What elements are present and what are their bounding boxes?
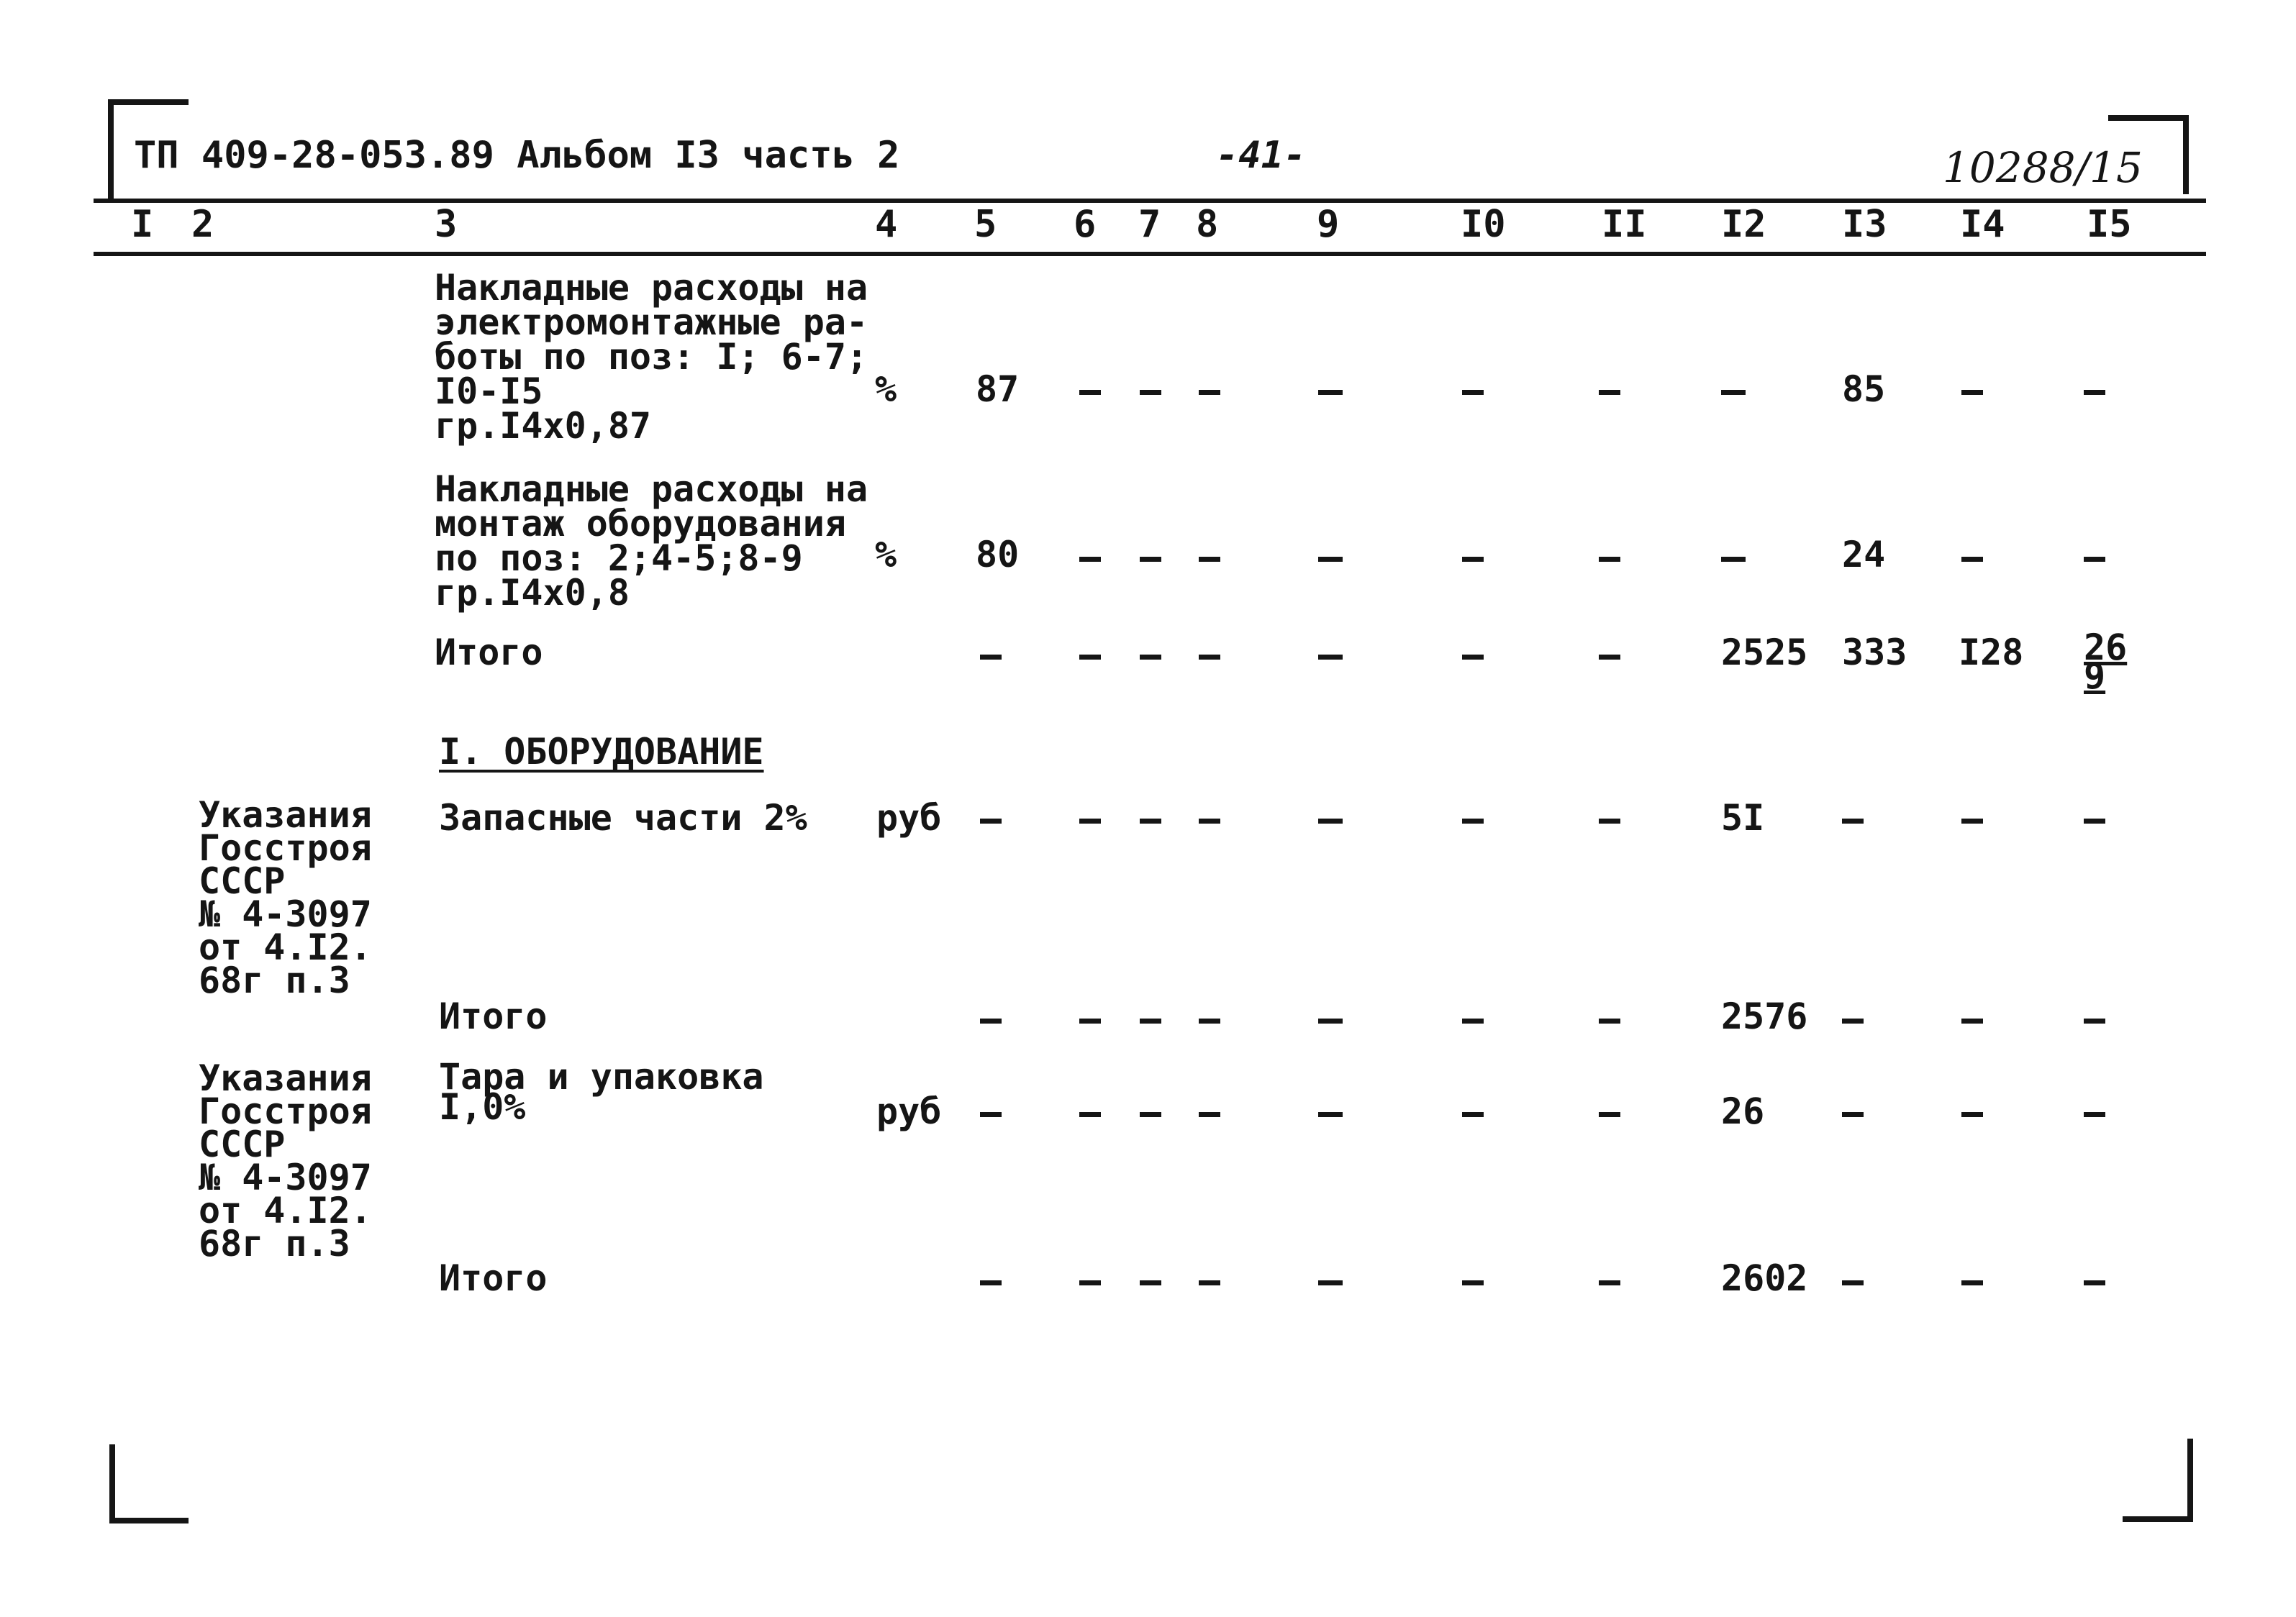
corner-bracket-bottom-right — [2187, 1439, 2193, 1522]
empty-cell-dash — [1462, 390, 1484, 395]
empty-cell-dash — [1599, 655, 1620, 660]
empty-cell-dash — [980, 1280, 1002, 1285]
row-value-col12: 2576 — [1721, 996, 1808, 1037]
empty-cell-dash — [2084, 557, 2105, 562]
empty-cell-dash — [1140, 1280, 1161, 1285]
empty-cell-dash — [1721, 557, 1746, 562]
empty-cell-dash — [1961, 390, 1983, 395]
empty-cell-dash — [980, 655, 1002, 660]
empty-cell-dash — [1462, 557, 1484, 562]
row-unit: % — [875, 534, 897, 575]
column-number: 3 — [435, 203, 458, 246]
empty-cell-dash — [1079, 557, 1101, 562]
empty-cell-dash — [1961, 557, 1983, 562]
empty-cell-dash — [1140, 390, 1161, 395]
empty-cell-dash — [1318, 819, 1343, 824]
row-description: Тара и упаковка I,0% — [439, 1056, 764, 1128]
empty-cell-dash — [1462, 655, 1484, 660]
empty-cell-dash — [1079, 1019, 1101, 1024]
empty-cell-dash — [1199, 819, 1220, 824]
column-number: I3 — [1842, 203, 1887, 246]
row-description: Итого — [435, 632, 543, 673]
empty-cell-dash — [1318, 390, 1343, 395]
empty-cell-dash — [2084, 1280, 2105, 1285]
corner-bracket-bottom-left-arm — [109, 1518, 189, 1523]
column-number: 4 — [875, 203, 898, 246]
column-number: 6 — [1074, 203, 1097, 246]
column-number: I4 — [1960, 203, 2005, 246]
empty-cell-dash — [1199, 390, 1220, 395]
corner-bracket-bottom-left — [109, 1444, 115, 1523]
empty-cell-dash — [1199, 1280, 1220, 1285]
row-value-col5: 87 — [976, 368, 1020, 410]
corner-bracket-top-left — [108, 99, 114, 200]
column-number: I — [131, 203, 154, 246]
empty-cell-dash — [1140, 1112, 1161, 1117]
empty-cell-dash — [1961, 1280, 1983, 1285]
row-value-col12: 2525 — [1721, 632, 1808, 673]
row-unit: руб — [876, 797, 942, 839]
empty-cell-dash — [1199, 557, 1220, 562]
corner-bracket-top-right — [2183, 115, 2189, 194]
section-heading: I. ОБОРУДОВАНИЕ — [439, 731, 764, 773]
column-number: 9 — [1317, 203, 1340, 246]
empty-cell-dash — [1079, 655, 1101, 660]
empty-cell-dash — [1140, 655, 1161, 660]
handwritten-number: 10288/15 — [1943, 143, 2143, 192]
empty-cell-dash — [980, 819, 1002, 824]
empty-cell-dash — [1599, 557, 1620, 562]
column-number: II — [1602, 203, 1647, 246]
column-number: 7 — [1138, 203, 1161, 246]
empty-cell-dash — [1961, 1112, 1983, 1117]
row-value-col12: 2602 — [1721, 1257, 1808, 1299]
empty-cell-dash — [1462, 1280, 1484, 1285]
empty-cell-dash — [1318, 1112, 1343, 1117]
row-description: Итого — [439, 996, 548, 1037]
empty-cell-dash — [1140, 1019, 1161, 1024]
row-value-col12: 26 — [1721, 1090, 1765, 1132]
empty-cell-dash — [1079, 1280, 1101, 1285]
empty-cell-dash — [1140, 557, 1161, 562]
column-number: 5 — [974, 203, 997, 246]
empty-cell-dash — [980, 1112, 1002, 1117]
row-description: Накладные расходы на монтаж оборудования по поз: 2;4-5;8-9 гр.I4х0,8 — [435, 468, 868, 614]
empty-cell-dash — [1842, 1280, 1864, 1285]
document-code: ТП 409-28-053.89 Альбом I3 часть 2 — [134, 134, 900, 177]
empty-cell-dash — [1842, 1019, 1864, 1024]
row-value-col13: 85 — [1842, 368, 1886, 410]
row-value-col15: 26 9 — [2084, 627, 2128, 697]
row-value-col14: I28 — [1959, 632, 2024, 673]
header-rule-bottom — [94, 252, 2206, 256]
empty-cell-dash — [1140, 819, 1161, 824]
empty-cell-dash — [2084, 1019, 2105, 1024]
empty-cell-dash — [1079, 819, 1101, 824]
empty-cell-dash — [2084, 390, 2105, 395]
corner-bracket-top-right-arm — [2108, 115, 2189, 121]
empty-cell-dash — [1318, 1280, 1343, 1285]
empty-cell-dash — [1599, 1112, 1620, 1117]
row-value-col13: 24 — [1842, 534, 1886, 575]
empty-cell-dash — [1318, 1019, 1343, 1024]
empty-cell-dash — [1199, 1112, 1220, 1117]
row-description: Итого — [439, 1257, 548, 1299]
corner-bracket-top-left-arm — [108, 99, 189, 105]
empty-cell-dash — [1599, 1019, 1620, 1024]
empty-cell-dash — [2084, 819, 2105, 824]
column-number: 8 — [1196, 203, 1219, 246]
row-unit: % — [875, 368, 897, 410]
row-value-col12: 5I — [1721, 797, 1765, 839]
empty-cell-dash — [1462, 1019, 1484, 1024]
empty-cell-dash — [1079, 390, 1101, 395]
column-number: I0 — [1461, 203, 1506, 246]
column-number: 2 — [191, 203, 214, 246]
row-reference: Указания Госстроя СССР № 4-3097 от 4.I2. 68г п.3 — [199, 794, 372, 1001]
empty-cell-dash — [1842, 819, 1864, 824]
empty-cell-dash — [1462, 819, 1484, 824]
empty-cell-dash — [1079, 1112, 1101, 1117]
row-value-col5: 80 — [976, 534, 1020, 575]
corner-bracket-bottom-right-arm — [2123, 1516, 2193, 1522]
empty-cell-dash — [1318, 655, 1343, 660]
row-description: Накладные расходы на электромонтажные ра- боты по поз: I; 6-7; I0-I5 гр.I4х0,87 — [435, 267, 868, 447]
empty-cell-dash — [1961, 819, 1983, 824]
empty-cell-dash — [1961, 1019, 1983, 1024]
row-unit: руб — [876, 1090, 942, 1132]
empty-cell-dash — [1721, 390, 1746, 395]
empty-cell-dash — [1462, 1112, 1484, 1117]
empty-cell-dash — [1599, 1280, 1620, 1285]
empty-cell-dash — [1599, 390, 1620, 395]
column-number: I2 — [1721, 203, 1766, 246]
row-reference: Указания Госстроя СССР № 4-3097 от 4.I2. 68г п.3 — [199, 1057, 372, 1265]
row-description: Запасные части 2% — [439, 797, 807, 839]
empty-cell-dash — [1318, 557, 1343, 562]
empty-cell-dash — [980, 1019, 1002, 1024]
empty-cell-dash — [1199, 655, 1220, 660]
empty-cell-dash — [2084, 1112, 2105, 1117]
page-number: -41- — [1216, 134, 1307, 177]
empty-cell-dash — [1199, 1019, 1220, 1024]
empty-cell-dash — [1599, 819, 1620, 824]
column-number: I5 — [2087, 203, 2132, 246]
row-value-col13: 333 — [1842, 632, 1907, 673]
empty-cell-dash — [1842, 1112, 1864, 1117]
